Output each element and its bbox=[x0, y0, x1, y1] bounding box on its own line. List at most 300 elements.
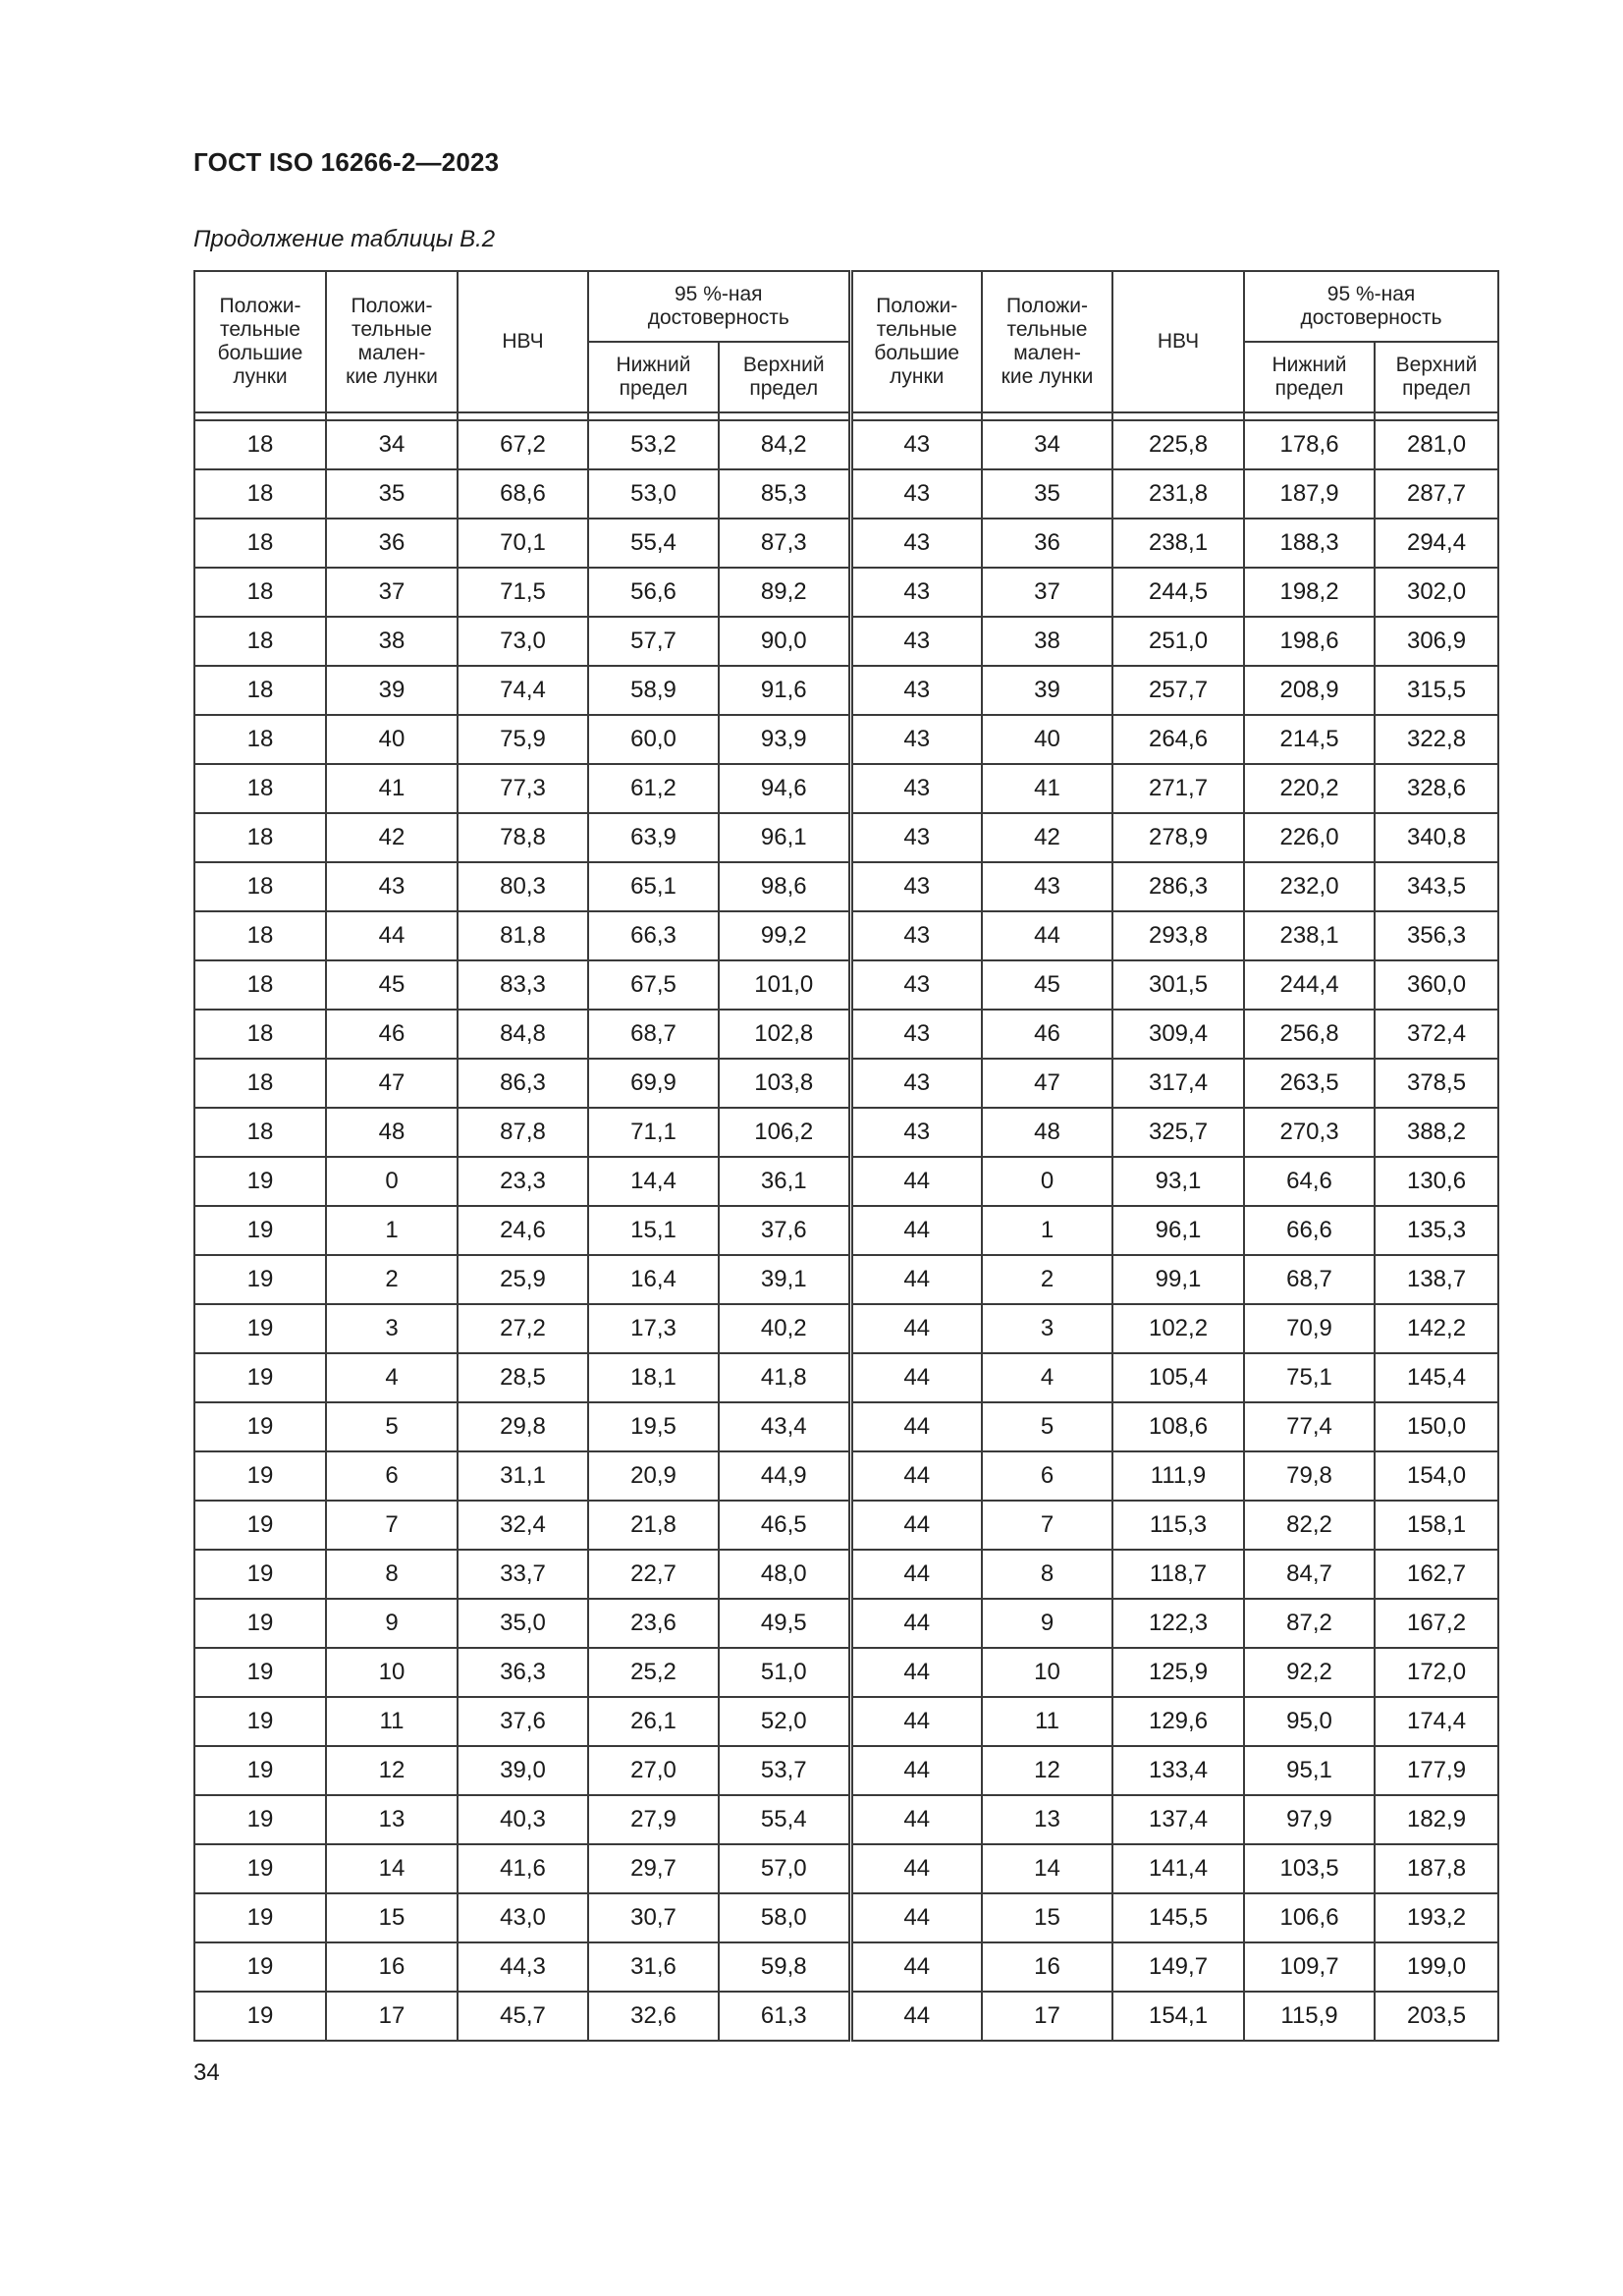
table-cell: 46,5 bbox=[719, 1501, 850, 1550]
table-cell: 41,8 bbox=[719, 1353, 850, 1402]
table-cell: 89,2 bbox=[719, 568, 850, 617]
table-cell: 53,0 bbox=[588, 469, 719, 519]
table-cell: 141,4 bbox=[1112, 1844, 1244, 1893]
table-cell: 43 bbox=[850, 764, 982, 813]
table-cell: 64,6 bbox=[1244, 1157, 1375, 1206]
table-row bbox=[194, 1844, 1498, 1893]
table-cell: 97,9 bbox=[1244, 1795, 1375, 1844]
table-cell: 98,6 bbox=[719, 862, 850, 911]
table-cell: 47 bbox=[326, 1059, 458, 1108]
table-cell: 287,7 bbox=[1375, 469, 1498, 519]
table-cell: 103,5 bbox=[1244, 1844, 1375, 1893]
table-cell: 108,6 bbox=[1112, 1402, 1244, 1451]
table-cell: 18 bbox=[194, 420, 326, 469]
table-row bbox=[194, 1108, 1498, 1157]
table-cell: 39,1 bbox=[719, 1255, 850, 1304]
table-cell: 2 bbox=[982, 1255, 1112, 1304]
table-cell: 51,0 bbox=[719, 1648, 850, 1697]
table-row bbox=[194, 666, 1498, 715]
data-table-container bbox=[193, 270, 1497, 2042]
table-cell: 2 bbox=[326, 1255, 458, 1304]
table-cell: 13 bbox=[982, 1795, 1112, 1844]
table-cell: 99,1 bbox=[1112, 1255, 1244, 1304]
table-row bbox=[194, 1157, 1498, 1206]
table-cell: 44 bbox=[850, 1402, 982, 1451]
table-cell: 16,4 bbox=[588, 1255, 719, 1304]
table-cell: 87,3 bbox=[719, 519, 850, 568]
table-cell: 41 bbox=[982, 764, 1112, 813]
table-cell: 309,4 bbox=[1112, 1010, 1244, 1059]
table-cell: 27,0 bbox=[588, 1746, 719, 1795]
table-cell: 61,3 bbox=[719, 1992, 850, 2041]
table-cell: 208,9 bbox=[1244, 666, 1375, 715]
table-cell: 18 bbox=[194, 1108, 326, 1157]
table-cell: 30,7 bbox=[588, 1893, 719, 1942]
table-cell: 40,3 bbox=[458, 1795, 588, 1844]
table-cell: 77,3 bbox=[458, 764, 588, 813]
table-cell: 26,1 bbox=[588, 1697, 719, 1746]
table-cell: 44 bbox=[850, 1157, 982, 1206]
table-cell: 84,7 bbox=[1244, 1550, 1375, 1599]
table-cell: 238,1 bbox=[1244, 911, 1375, 960]
table-cell: 19 bbox=[194, 1697, 326, 1746]
table-cell: 83,3 bbox=[458, 960, 588, 1010]
table-cell: 99,2 bbox=[719, 911, 850, 960]
table-cell: 44 bbox=[850, 1501, 982, 1550]
table-cell: 95,0 bbox=[1244, 1697, 1375, 1746]
table-cell: 226,0 bbox=[1244, 813, 1375, 862]
table-cell: 18 bbox=[194, 911, 326, 960]
table-cell: 67,5 bbox=[588, 960, 719, 1010]
table-cell: 198,2 bbox=[1244, 568, 1375, 617]
table-cell: 29,8 bbox=[458, 1402, 588, 1451]
table-cell: 53,2 bbox=[588, 420, 719, 469]
table-cell: 286,3 bbox=[1112, 862, 1244, 911]
table-cell: 35,0 bbox=[458, 1599, 588, 1648]
table-cell: 44 bbox=[326, 911, 458, 960]
table-cell: 251,0 bbox=[1112, 617, 1244, 666]
table-cell: 106,2 bbox=[719, 1108, 850, 1157]
table-cell: 263,5 bbox=[1244, 1059, 1375, 1108]
table-cell: 172,0 bbox=[1375, 1648, 1498, 1697]
table-cell: 68,7 bbox=[1244, 1255, 1375, 1304]
table-cell: 18 bbox=[194, 813, 326, 862]
table-cell: 4 bbox=[326, 1353, 458, 1402]
table-cell: 19 bbox=[194, 1893, 326, 1942]
table-row bbox=[194, 1304, 1498, 1353]
table-cell: 87,8 bbox=[458, 1108, 588, 1157]
table-cell: 19 bbox=[194, 1992, 326, 2041]
table-cell: 103,8 bbox=[719, 1059, 850, 1108]
table-cell: 0 bbox=[326, 1157, 458, 1206]
table-cell: 115,9 bbox=[1244, 1992, 1375, 2041]
table-cell: 36 bbox=[326, 519, 458, 568]
table-cell: 343,5 bbox=[1375, 862, 1498, 911]
table-cell: 232,0 bbox=[1244, 862, 1375, 911]
table-cell: 43 bbox=[982, 862, 1112, 911]
table-cell: 356,3 bbox=[1375, 911, 1498, 960]
table-cell: 20,9 bbox=[588, 1451, 719, 1501]
table-row bbox=[194, 1501, 1498, 1550]
table-cell: 21,8 bbox=[588, 1501, 719, 1550]
table-cell: 40,2 bbox=[719, 1304, 850, 1353]
table-cell: 41,6 bbox=[458, 1844, 588, 1893]
table-cell: 306,9 bbox=[1375, 617, 1498, 666]
table-cell: 37 bbox=[326, 568, 458, 617]
table-row bbox=[194, 862, 1498, 911]
table-cell: 0 bbox=[982, 1157, 1112, 1206]
table-row bbox=[194, 420, 1498, 469]
table-cell: 48 bbox=[326, 1108, 458, 1157]
table-cell: 7 bbox=[326, 1501, 458, 1550]
table-cell: 18 bbox=[194, 469, 326, 519]
table-cell: 44 bbox=[850, 1942, 982, 1992]
table-cell: 31,6 bbox=[588, 1942, 719, 1992]
table-cell: 214,5 bbox=[1244, 715, 1375, 764]
col-header-nvch-left: НВЧ bbox=[458, 271, 588, 412]
table-cell: 66,3 bbox=[588, 911, 719, 960]
table-cell: 15,1 bbox=[588, 1206, 719, 1255]
table-cell: 61,2 bbox=[588, 764, 719, 813]
table-cell: 91,6 bbox=[719, 666, 850, 715]
table-cell: 388,2 bbox=[1375, 1108, 1498, 1157]
table-cell: 101,0 bbox=[719, 960, 850, 1010]
table-cell: 43 bbox=[850, 813, 982, 862]
table-cell: 135,3 bbox=[1375, 1206, 1498, 1255]
table-cell: 60,0 bbox=[588, 715, 719, 764]
table-cell: 293,8 bbox=[1112, 911, 1244, 960]
table-cell: 220,2 bbox=[1244, 764, 1375, 813]
table-cell: 17 bbox=[982, 1992, 1112, 2041]
col-header-positive-small-left: Положи- тельные мален- кие лунки bbox=[326, 271, 458, 412]
table-cell: 19 bbox=[194, 1550, 326, 1599]
table-cell: 44 bbox=[850, 1599, 982, 1648]
table-cell: 32,4 bbox=[458, 1501, 588, 1550]
table-cell: 18 bbox=[194, 715, 326, 764]
table-cell: 225,8 bbox=[1112, 420, 1244, 469]
table-row bbox=[194, 1697, 1498, 1746]
table-cell: 14,4 bbox=[588, 1157, 719, 1206]
table-cell: 199,0 bbox=[1375, 1942, 1498, 1992]
table-cell: 36,1 bbox=[719, 1157, 850, 1206]
table-row bbox=[194, 1942, 1498, 1992]
table-cell: 71,5 bbox=[458, 568, 588, 617]
table-cell: 130,6 bbox=[1375, 1157, 1498, 1206]
table-cell: 45,7 bbox=[458, 1992, 588, 2041]
table-cell: 378,5 bbox=[1375, 1059, 1498, 1108]
table-cell: 150,0 bbox=[1375, 1402, 1498, 1451]
table-cell: 244,5 bbox=[1112, 568, 1244, 617]
table-row bbox=[194, 813, 1498, 862]
col-header-upper-left: Верхний предел bbox=[719, 342, 850, 412]
table-cell: 63,9 bbox=[588, 813, 719, 862]
table-cell: 35 bbox=[982, 469, 1112, 519]
table-cell: 19 bbox=[194, 1942, 326, 1992]
table-cell: 115,3 bbox=[1112, 1501, 1244, 1550]
table-cell: 34 bbox=[326, 420, 458, 469]
table-cell: 87,2 bbox=[1244, 1599, 1375, 1648]
table-cell: 74,4 bbox=[458, 666, 588, 715]
table-cell: 18 bbox=[194, 519, 326, 568]
table-cell: 24,6 bbox=[458, 1206, 588, 1255]
table-row bbox=[194, 1059, 1498, 1108]
table-row bbox=[194, 1648, 1498, 1697]
col-header-lower-left: Нижний предел bbox=[588, 342, 719, 412]
table-cell: 294,4 bbox=[1375, 519, 1498, 568]
table-cell: 44 bbox=[850, 1353, 982, 1402]
table-cell: 12 bbox=[982, 1746, 1112, 1795]
table-cell: 39 bbox=[326, 666, 458, 715]
table-cell: 264,6 bbox=[1112, 715, 1244, 764]
table-cell: 18 bbox=[194, 1010, 326, 1059]
table-cell: 328,6 bbox=[1375, 764, 1498, 813]
table-row bbox=[194, 519, 1498, 568]
table-cell: 92,2 bbox=[1244, 1648, 1375, 1697]
table-cell: 340,8 bbox=[1375, 813, 1498, 862]
table-cell: 18 bbox=[194, 666, 326, 715]
table-cell: 11 bbox=[326, 1697, 458, 1746]
data-table bbox=[193, 270, 1499, 2042]
table-cell: 27,9 bbox=[588, 1795, 719, 1844]
table-cell: 14 bbox=[982, 1844, 1112, 1893]
table-cell: 43 bbox=[850, 1108, 982, 1157]
table-cell: 41 bbox=[326, 764, 458, 813]
table-cell: 302,0 bbox=[1375, 568, 1498, 617]
table-cell: 271,7 bbox=[1112, 764, 1244, 813]
table-cell: 42 bbox=[982, 813, 1112, 862]
table-row bbox=[194, 960, 1498, 1010]
table-cell: 37,6 bbox=[458, 1697, 588, 1746]
table-cell: 43 bbox=[850, 666, 982, 715]
table-cell: 66,6 bbox=[1244, 1206, 1375, 1255]
table-cell: 44 bbox=[850, 1255, 982, 1304]
table-cell: 17 bbox=[326, 1992, 458, 2041]
table-cell: 301,5 bbox=[1112, 960, 1244, 1010]
table-cell: 106,6 bbox=[1244, 1893, 1375, 1942]
table-cell: 11 bbox=[982, 1697, 1112, 1746]
table-cell: 58,9 bbox=[588, 666, 719, 715]
table-row bbox=[194, 1550, 1498, 1599]
document-title: ГОСТ ISO 16266-2—2023 bbox=[193, 147, 500, 177]
table-cell: 10 bbox=[982, 1648, 1112, 1697]
table-cell: 154,0 bbox=[1375, 1451, 1498, 1501]
table-cell: 244,4 bbox=[1244, 960, 1375, 1010]
table-cell: 182,9 bbox=[1375, 1795, 1498, 1844]
table-body bbox=[194, 420, 1498, 2041]
table-cell: 137,4 bbox=[1112, 1795, 1244, 1844]
table-cell: 19 bbox=[194, 1255, 326, 1304]
table-row bbox=[194, 568, 1498, 617]
table-cell: 44 bbox=[850, 1451, 982, 1501]
table-cell: 15 bbox=[982, 1893, 1112, 1942]
table-row bbox=[194, 911, 1498, 960]
table-cell: 23,6 bbox=[588, 1599, 719, 1648]
table-cell: 90,0 bbox=[719, 617, 850, 666]
table-cell: 360,0 bbox=[1375, 960, 1498, 1010]
table-cell: 55,4 bbox=[719, 1795, 850, 1844]
table-cell: 43 bbox=[326, 862, 458, 911]
table-cell: 95,1 bbox=[1244, 1746, 1375, 1795]
table-cell: 281,0 bbox=[1375, 420, 1498, 469]
table-cell: 122,3 bbox=[1112, 1599, 1244, 1648]
table-cell: 57,0 bbox=[719, 1844, 850, 1893]
table-cell: 4 bbox=[982, 1353, 1112, 1402]
table-cell: 43 bbox=[850, 1010, 982, 1059]
table-row bbox=[194, 1451, 1498, 1501]
table-cell: 44 bbox=[850, 1893, 982, 1942]
table-cell: 145,5 bbox=[1112, 1893, 1244, 1942]
table-cell: 29,7 bbox=[588, 1844, 719, 1893]
table-cell: 1 bbox=[982, 1206, 1112, 1255]
table-cell: 44 bbox=[850, 1746, 982, 1795]
col-header-positive-large-left: Положи- тельные большие лунки bbox=[194, 271, 326, 412]
table-cell: 25,9 bbox=[458, 1255, 588, 1304]
table-cell: 102,2 bbox=[1112, 1304, 1244, 1353]
table-cell: 56,6 bbox=[588, 568, 719, 617]
table-cell: 32,6 bbox=[588, 1992, 719, 2041]
header-divider bbox=[194, 412, 1498, 420]
table-cell: 44 bbox=[850, 1550, 982, 1599]
table-cell: 43 bbox=[850, 469, 982, 519]
table-row bbox=[194, 715, 1498, 764]
table-cell: 7 bbox=[982, 1501, 1112, 1550]
col-header-positive-small-right: Положи- тельные мален- кие лунки bbox=[982, 271, 1112, 412]
table-cell: 43 bbox=[850, 715, 982, 764]
table-cell: 270,3 bbox=[1244, 1108, 1375, 1157]
table-cell: 19 bbox=[194, 1206, 326, 1255]
table-cell: 44,9 bbox=[719, 1451, 850, 1501]
table-cell: 145,4 bbox=[1375, 1353, 1498, 1402]
table-cell: 19 bbox=[194, 1599, 326, 1648]
table-cell: 278,9 bbox=[1112, 813, 1244, 862]
table-cell: 22,7 bbox=[588, 1550, 719, 1599]
table-cell: 1 bbox=[326, 1206, 458, 1255]
table-row bbox=[194, 1255, 1498, 1304]
table-cell: 198,6 bbox=[1244, 617, 1375, 666]
table-cell: 18,1 bbox=[588, 1353, 719, 1402]
table-cell: 43 bbox=[850, 519, 982, 568]
table-cell: 317,4 bbox=[1112, 1059, 1244, 1108]
table-cell: 10 bbox=[326, 1648, 458, 1697]
table-cell: 46 bbox=[982, 1010, 1112, 1059]
table-cell: 16 bbox=[982, 1942, 1112, 1992]
table-cell: 68,6 bbox=[458, 469, 588, 519]
table-cell: 18 bbox=[194, 568, 326, 617]
table-cell: 44,3 bbox=[458, 1942, 588, 1992]
table-cell: 257,7 bbox=[1112, 666, 1244, 715]
table-cell: 78,8 bbox=[458, 813, 588, 862]
table-cell: 93,9 bbox=[719, 715, 850, 764]
table-cell: 129,6 bbox=[1112, 1697, 1244, 1746]
table-cell: 315,5 bbox=[1375, 666, 1498, 715]
table-cell: 82,2 bbox=[1244, 1501, 1375, 1550]
table-cell: 37 bbox=[982, 568, 1112, 617]
table-cell: 58,0 bbox=[719, 1893, 850, 1942]
table-cell: 19 bbox=[194, 1795, 326, 1844]
table-cell: 15 bbox=[326, 1893, 458, 1942]
table-row bbox=[194, 1402, 1498, 1451]
table-cell: 37,6 bbox=[719, 1206, 850, 1255]
table-cell: 9 bbox=[326, 1599, 458, 1648]
table-row bbox=[194, 764, 1498, 813]
table-cell: 35 bbox=[326, 469, 458, 519]
table-cell: 81,8 bbox=[458, 911, 588, 960]
table-row bbox=[194, 469, 1498, 519]
table-cell: 71,1 bbox=[588, 1108, 719, 1157]
page-number: 34 bbox=[193, 2059, 220, 2086]
table-cell: 44 bbox=[850, 1992, 982, 2041]
table-cell: 45 bbox=[326, 960, 458, 1010]
table-cell: 38 bbox=[326, 617, 458, 666]
table-cell: 44 bbox=[850, 1844, 982, 1893]
table-cell: 57,7 bbox=[588, 617, 719, 666]
table-cell: 44 bbox=[850, 1697, 982, 1746]
table-cell: 18 bbox=[194, 1059, 326, 1108]
table-cell: 19 bbox=[194, 1304, 326, 1353]
table-cell: 44 bbox=[850, 1795, 982, 1844]
table-cell: 5 bbox=[982, 1402, 1112, 1451]
table-cell: 238,1 bbox=[1112, 519, 1244, 568]
table-cell: 27,2 bbox=[458, 1304, 588, 1353]
table-cell: 19 bbox=[194, 1157, 326, 1206]
table-cell: 16 bbox=[326, 1942, 458, 1992]
table-cell: 39 bbox=[982, 666, 1112, 715]
table-cell: 372,4 bbox=[1375, 1010, 1498, 1059]
table-cell: 65,1 bbox=[588, 862, 719, 911]
table-cell: 43 bbox=[850, 617, 982, 666]
col-header-lower-right: Нижний предел bbox=[1244, 342, 1375, 412]
table-cell: 93,1 bbox=[1112, 1157, 1244, 1206]
table-cell: 322,8 bbox=[1375, 715, 1498, 764]
table-cell: 187,8 bbox=[1375, 1844, 1498, 1893]
table-cell: 47 bbox=[982, 1059, 1112, 1108]
table-cell: 84,8 bbox=[458, 1010, 588, 1059]
table-cell: 86,3 bbox=[458, 1059, 588, 1108]
table-cell: 256,8 bbox=[1244, 1010, 1375, 1059]
table-cell: 325,7 bbox=[1112, 1108, 1244, 1157]
table-cell: 174,4 bbox=[1375, 1697, 1498, 1746]
table-cell: 52,0 bbox=[719, 1697, 850, 1746]
table-cell: 45 bbox=[982, 960, 1112, 1010]
col-header-nvch-right: НВЧ bbox=[1112, 271, 1244, 412]
table-row bbox=[194, 1353, 1498, 1402]
col-header-upper-right: Верхний предел bbox=[1375, 342, 1498, 412]
table-cell: 188,3 bbox=[1244, 519, 1375, 568]
table-cell: 36,3 bbox=[458, 1648, 588, 1697]
table-cell: 73,0 bbox=[458, 617, 588, 666]
table-row bbox=[194, 1206, 1498, 1255]
table-cell: 13 bbox=[326, 1795, 458, 1844]
table-cell: 162,7 bbox=[1375, 1550, 1498, 1599]
table-cell: 3 bbox=[982, 1304, 1112, 1353]
table-cell: 14 bbox=[326, 1844, 458, 1893]
table-cell: 138,7 bbox=[1375, 1255, 1498, 1304]
table-cell: 177,9 bbox=[1375, 1746, 1498, 1795]
table-cell: 42 bbox=[326, 813, 458, 862]
table-cell: 85,3 bbox=[719, 469, 850, 519]
table-cell: 18 bbox=[194, 764, 326, 813]
table-cell: 8 bbox=[326, 1550, 458, 1599]
table-cell: 44 bbox=[982, 911, 1112, 960]
col-header-positive-large-right: Положи- тельные большие лунки bbox=[850, 271, 982, 412]
table-cell: 17,3 bbox=[588, 1304, 719, 1353]
table-cell: 19 bbox=[194, 1353, 326, 1402]
col-header-confidence-left: 95 %-ная достоверность bbox=[588, 271, 850, 342]
table-cell: 43,4 bbox=[719, 1402, 850, 1451]
table-cell: 53,7 bbox=[719, 1746, 850, 1795]
table-cell: 19 bbox=[194, 1648, 326, 1697]
table-cell: 43 bbox=[850, 960, 982, 1010]
